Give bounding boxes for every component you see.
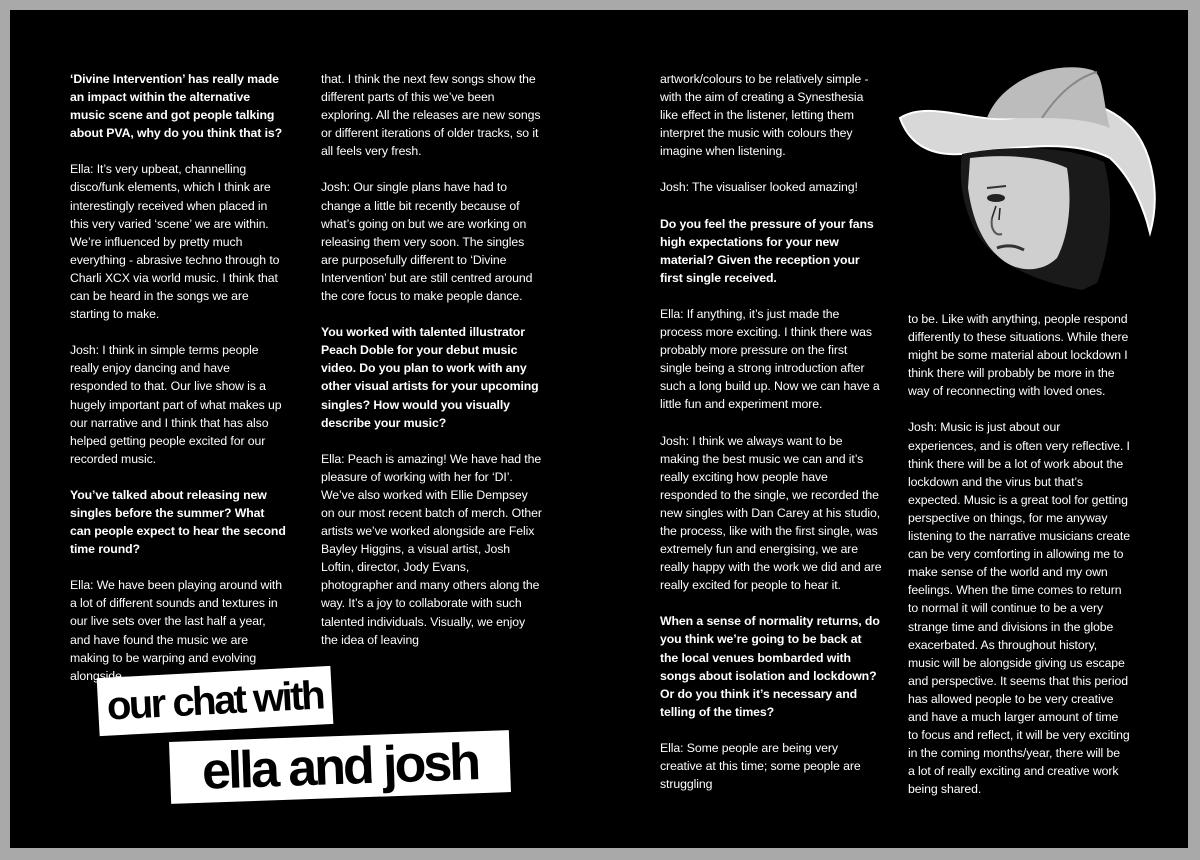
answer-paragraph: Josh: Our single plans have had to change a little bit recently because of what’s going on but we are working on releasing them very soon. The singles are purposefully different to ‘Divine Intervention’ but are still centred around the core focus to make people dance. xyxy=(321,180,533,304)
answer-paragraph: Ella: Some people are being very creative at this time; some people are struggling xyxy=(660,740,861,792)
question-paragraph: You worked with talented illustrator Peach Doble for your debut music video. Do you plan to work with any other visual artists for your upcoming singles? How would you visually describe your music? xyxy=(321,325,539,430)
answer-paragraph: Josh: The visualiser looked amazing! xyxy=(660,180,858,195)
question-paragraph: ‘Divine Intervention’ has really made an impact within the alternative music scene and got people talking about PVA, why do you think that is? xyxy=(70,72,283,141)
answer-paragraph: Ella: We have been playing around with a lot of different sounds and textures in our live sets over the last half a year, and have found the music we are making to be warping and evolving alongside xyxy=(70,578,282,683)
column-3 xyxy=(660,70,882,811)
title-line-1: our chat with xyxy=(97,666,334,736)
answer-paragraph: Ella: If anything, it’s just made the process more exciting. I think there was probably more pressure on the first single being a strong introduction after such a long build up. Now we can have a little fun and experiment more. xyxy=(660,306,880,412)
answer-paragraph: to be. Like with anything, people respond differently to these situations. While there might be some material about lockdown I think there will probably be more in the way of reconnecting with loved ones. xyxy=(908,312,1129,399)
question-paragraph: Do you feel the pressure of your fans high expectations for your new material? Given the reception your first single received. xyxy=(660,216,874,285)
answer-paragraph: that. I think the next few songs show the different parts of this we’ve been exploring. All the releases are new songs or different iterations of older tracks, so it all feels very fresh. xyxy=(321,72,541,159)
magazine-spread xyxy=(10,10,1188,848)
question-paragraph: When a sense of normality returns, do you think we’re going to be back at the local venues bombarded with songs about isolation and lockdown? Or do you think it’s necessary and telling of the times? xyxy=(660,614,880,719)
answer-paragraph: Josh: I think in simple terms people really enjoy dancing and have responded to that. Our live show is a hugely important part of what makes up our narrative and I think that has also helped getting people excited for our recorded music. xyxy=(70,343,282,466)
column-1 xyxy=(70,70,288,703)
portrait-photo xyxy=(892,58,1162,293)
answer-paragraph: Ella: It’s very upbeat, channelling disco/funk elements, which I think are interestingly received when placed in this very varied ‘scene’ we are within. We’re influenced by pretty much everything - abrasive techno through to Charli XCX via world music. I think that can be heard in the songs we are starting to make. xyxy=(70,162,280,322)
title-line-2: ella and josh xyxy=(169,730,511,804)
answer-paragraph: Josh: I think we always want to be making the best music we can and it’s really exciting how people have responded to the single, we recorded the new singles with Dan Carey at his studio, the process, like with the first single, was extremely fun and energising, we are really happy with the work we did and are really excited for people to hear it. xyxy=(660,433,882,593)
column-2 xyxy=(321,70,543,667)
column-4 xyxy=(908,310,1130,816)
answer-paragraph: Josh: Music is just about our experiences, and is often very reflective. I think there will be a lot of work about the lockdown and the virus but that’s expected. Music is a great tool for getting perspective on things, for me anyway listening to the narrative musicians create can be very comforting in allowing me to make sense of the world and my own feelings. When the time comes to return to normal it will continue to be a very strange time and divisions in the globe exacerbated. As throughout history, music will be alongside giving us escape and perspective. It seems that this period has allowed people to be very creative and have a much larger amount of time to focus and reflect, it will be very exciting in the coming months/year, there will be a lot of really exciting and creative work being shared. xyxy=(908,420,1130,797)
question-paragraph: You’ve talked about releasing new singles before the summer? What can people expect to hear the second time round? xyxy=(70,487,286,557)
answer-paragraph: artwork/colours to be relatively simple - with the aim of creating a Synesthesia like effect in the listener, letting them interpret the music with colours they imagine when listening. xyxy=(660,72,869,159)
answer-paragraph: Ella: Peach is amazing! We have had the pleasure of working with her for ‘DI’. We’ve also worked with Ellie Dempsey on our most recent batch of merch. Other artists we’ve worked alongside are Felix Bayley Higgins, a visual artist, Josh Loftin, director, Jody Evans, photographer and many others along the way. It’s a joy to collaborate with such talented individuals. Visually, we enjoy the idea of leaving xyxy=(321,451,542,647)
